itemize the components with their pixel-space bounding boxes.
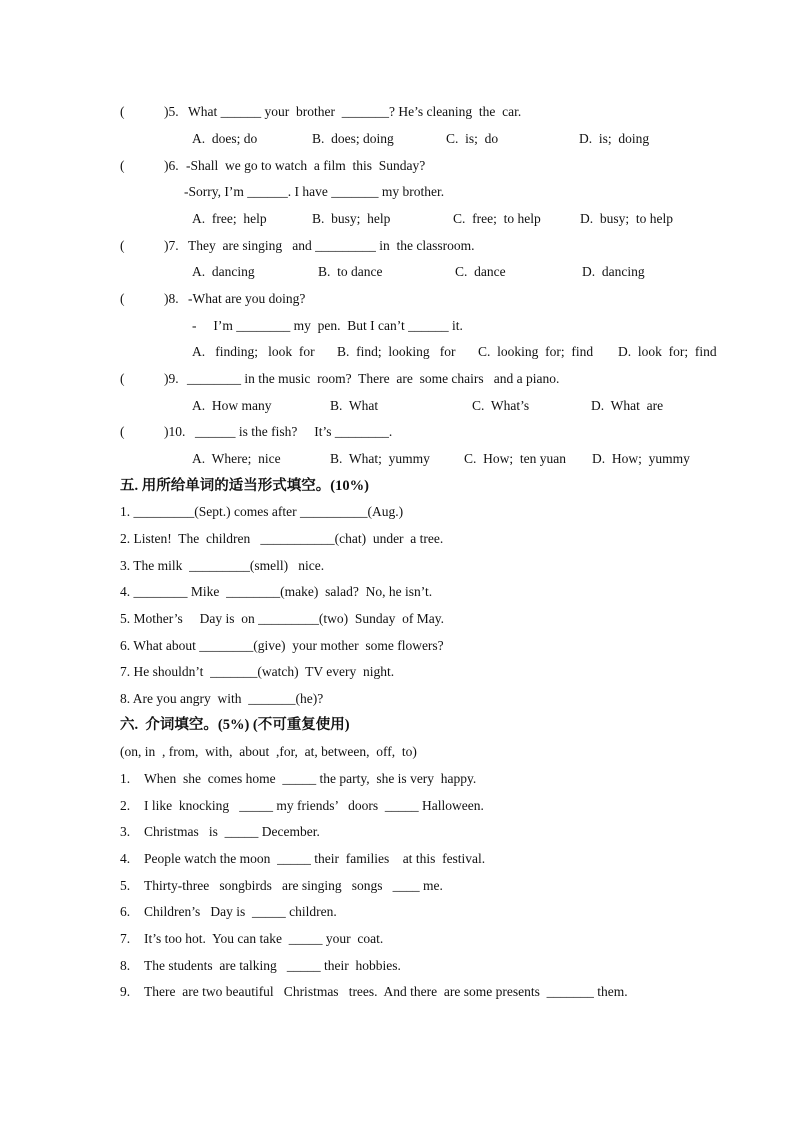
q5-option-a: A. does; do (192, 131, 258, 146)
q9-option-c: C. What’s (472, 398, 530, 413)
q5-paren: ( (120, 104, 125, 119)
s6-item-3-num: 3. (120, 824, 131, 839)
s6-item-8-num: 8. (120, 958, 131, 973)
q9-option-a: A. How many (192, 398, 272, 413)
s5-item-2: 2. Listen! The children ___________(chat) under a tree. (120, 531, 444, 546)
s6-item-7-text: It’s too hot. You can take _____ your coat. (144, 931, 384, 946)
s6-item-1-num: 1. (120, 771, 131, 786)
s5-item-3: 3. The milk _________(smell) nice. (120, 558, 325, 573)
s6-item-7-num: 7. (120, 931, 131, 946)
q9-option-b: B. What (330, 398, 379, 413)
section5-title: 五. 用所给单词的适当形式填空。(10%) (120, 478, 369, 494)
s6-item-5-num: 5. (120, 878, 131, 893)
q6-text: -Shall we go to watch a film this Sunday? (186, 158, 426, 173)
s6-item-2-num: 2. (120, 798, 131, 813)
q8-option-b: B. find; looking for (337, 344, 456, 359)
s6-item-6-text: Children’s Day is _____ children. (144, 904, 337, 919)
q5-number: )5. (164, 104, 179, 119)
q10-text: ______ is the fish? It’s ________. (195, 424, 393, 439)
q7-option-d: D. dancing (582, 264, 645, 279)
q9-paren: ( (120, 371, 125, 386)
q7-number: )7. (164, 238, 179, 253)
q8-line2: - I’m ________ my pen. But I can’t ______ it. (192, 318, 463, 333)
s6-item-3-text: Christmas is _____ December. (144, 824, 320, 839)
q9-number: )9. (164, 371, 179, 386)
q10-option-d: D. How; yummy (592, 451, 690, 466)
q5-text: What ______ your brother _______? He’s cleaning the car. (188, 104, 522, 119)
q7-option-c: C. dance (455, 264, 506, 279)
s6-item-2-text: I like knocking _____ my friends’ doors _____ Halloween. (144, 798, 484, 813)
q6-number: )6. (164, 158, 179, 173)
q7-text: They are singing and _________ in the classroom. (188, 238, 475, 253)
s5-item-1: 1. _________(Sept.) comes after __________(Aug.) (120, 504, 404, 519)
q10-number: )10. (164, 424, 186, 439)
q6-line2: -Sorry, I’m ______. I have _______ my brother. (184, 184, 445, 199)
s5-item-6: 6. What about ________(give) your mother some flowers? (120, 638, 444, 653)
q5-option-d: D. is; doing (579, 131, 650, 146)
s6-wordbank: (on, in , from, with, about ,for, at, between, off, to) (120, 744, 417, 759)
q10-paren: ( (120, 424, 125, 439)
s6-item-9-text: There are two beautiful Christmas trees. And there are some presents _______ them. (144, 984, 628, 999)
s5-item-5: 5. Mother’s Day is on _________(two) Sunday of May. (120, 611, 444, 626)
s6-item-1-text: When she comes home _____ the party, she is very happy. (144, 771, 477, 786)
q5-option-b: B. does; doing (312, 131, 394, 146)
q8-option-c: C. looking for; find (478, 344, 594, 359)
q10-option-b: B. What; yummy (330, 451, 430, 466)
q6-paren: ( (120, 158, 125, 173)
q5-option-c: C. is; do (446, 131, 499, 146)
s6-item-8-text: The students are talking _____ their hobbies. (144, 958, 401, 973)
q7-option-a: A. dancing (192, 264, 255, 279)
section6-title: 六. 介词填空。(5%) (不可重复使用) (120, 717, 350, 733)
q10-option-a: A. Where; nice (192, 451, 281, 466)
q6-option-b: B. busy; help (312, 211, 391, 226)
q8-number: )8. (164, 291, 179, 306)
q8-paren: ( (120, 291, 125, 306)
q6-option-d: D. busy; to help (580, 211, 673, 226)
s6-item-5-text: Thirty-three songbirds are singing songs ____ me. (144, 878, 443, 893)
s5-item-4: 4. ________ Mike ________(make) salad? No, he isn’t. (120, 584, 433, 599)
q8-text: -What are you doing? (188, 291, 306, 306)
s6-item-9-num: 9. (120, 984, 131, 999)
q7-paren: ( (120, 238, 125, 253)
q6-option-a: A. free; help (192, 211, 267, 226)
s5-item-8: 8. Are you angry with _______(he)? (120, 691, 324, 706)
q9-option-d: D. What are (591, 398, 664, 413)
q8-option-a: A. finding; look for (192, 344, 315, 359)
q6-option-c: C. free; to help (453, 211, 541, 226)
s5-item-7: 7. He shouldn’t _______(watch) TV every night. (120, 664, 395, 679)
s6-item-6-num: 6. (120, 904, 131, 919)
q10-option-c: C. How; ten yuan (464, 451, 566, 466)
s6-item-4-text: People watch the moon _____ their families at this festival. (144, 851, 486, 866)
s6-item-4-num: 4. (120, 851, 131, 866)
q8-option-d: D. look for; find (618, 344, 717, 359)
q9-text: ________ in the music room? There are some chairs and a piano. (187, 371, 560, 386)
q7-option-b: B. to dance (318, 264, 383, 279)
